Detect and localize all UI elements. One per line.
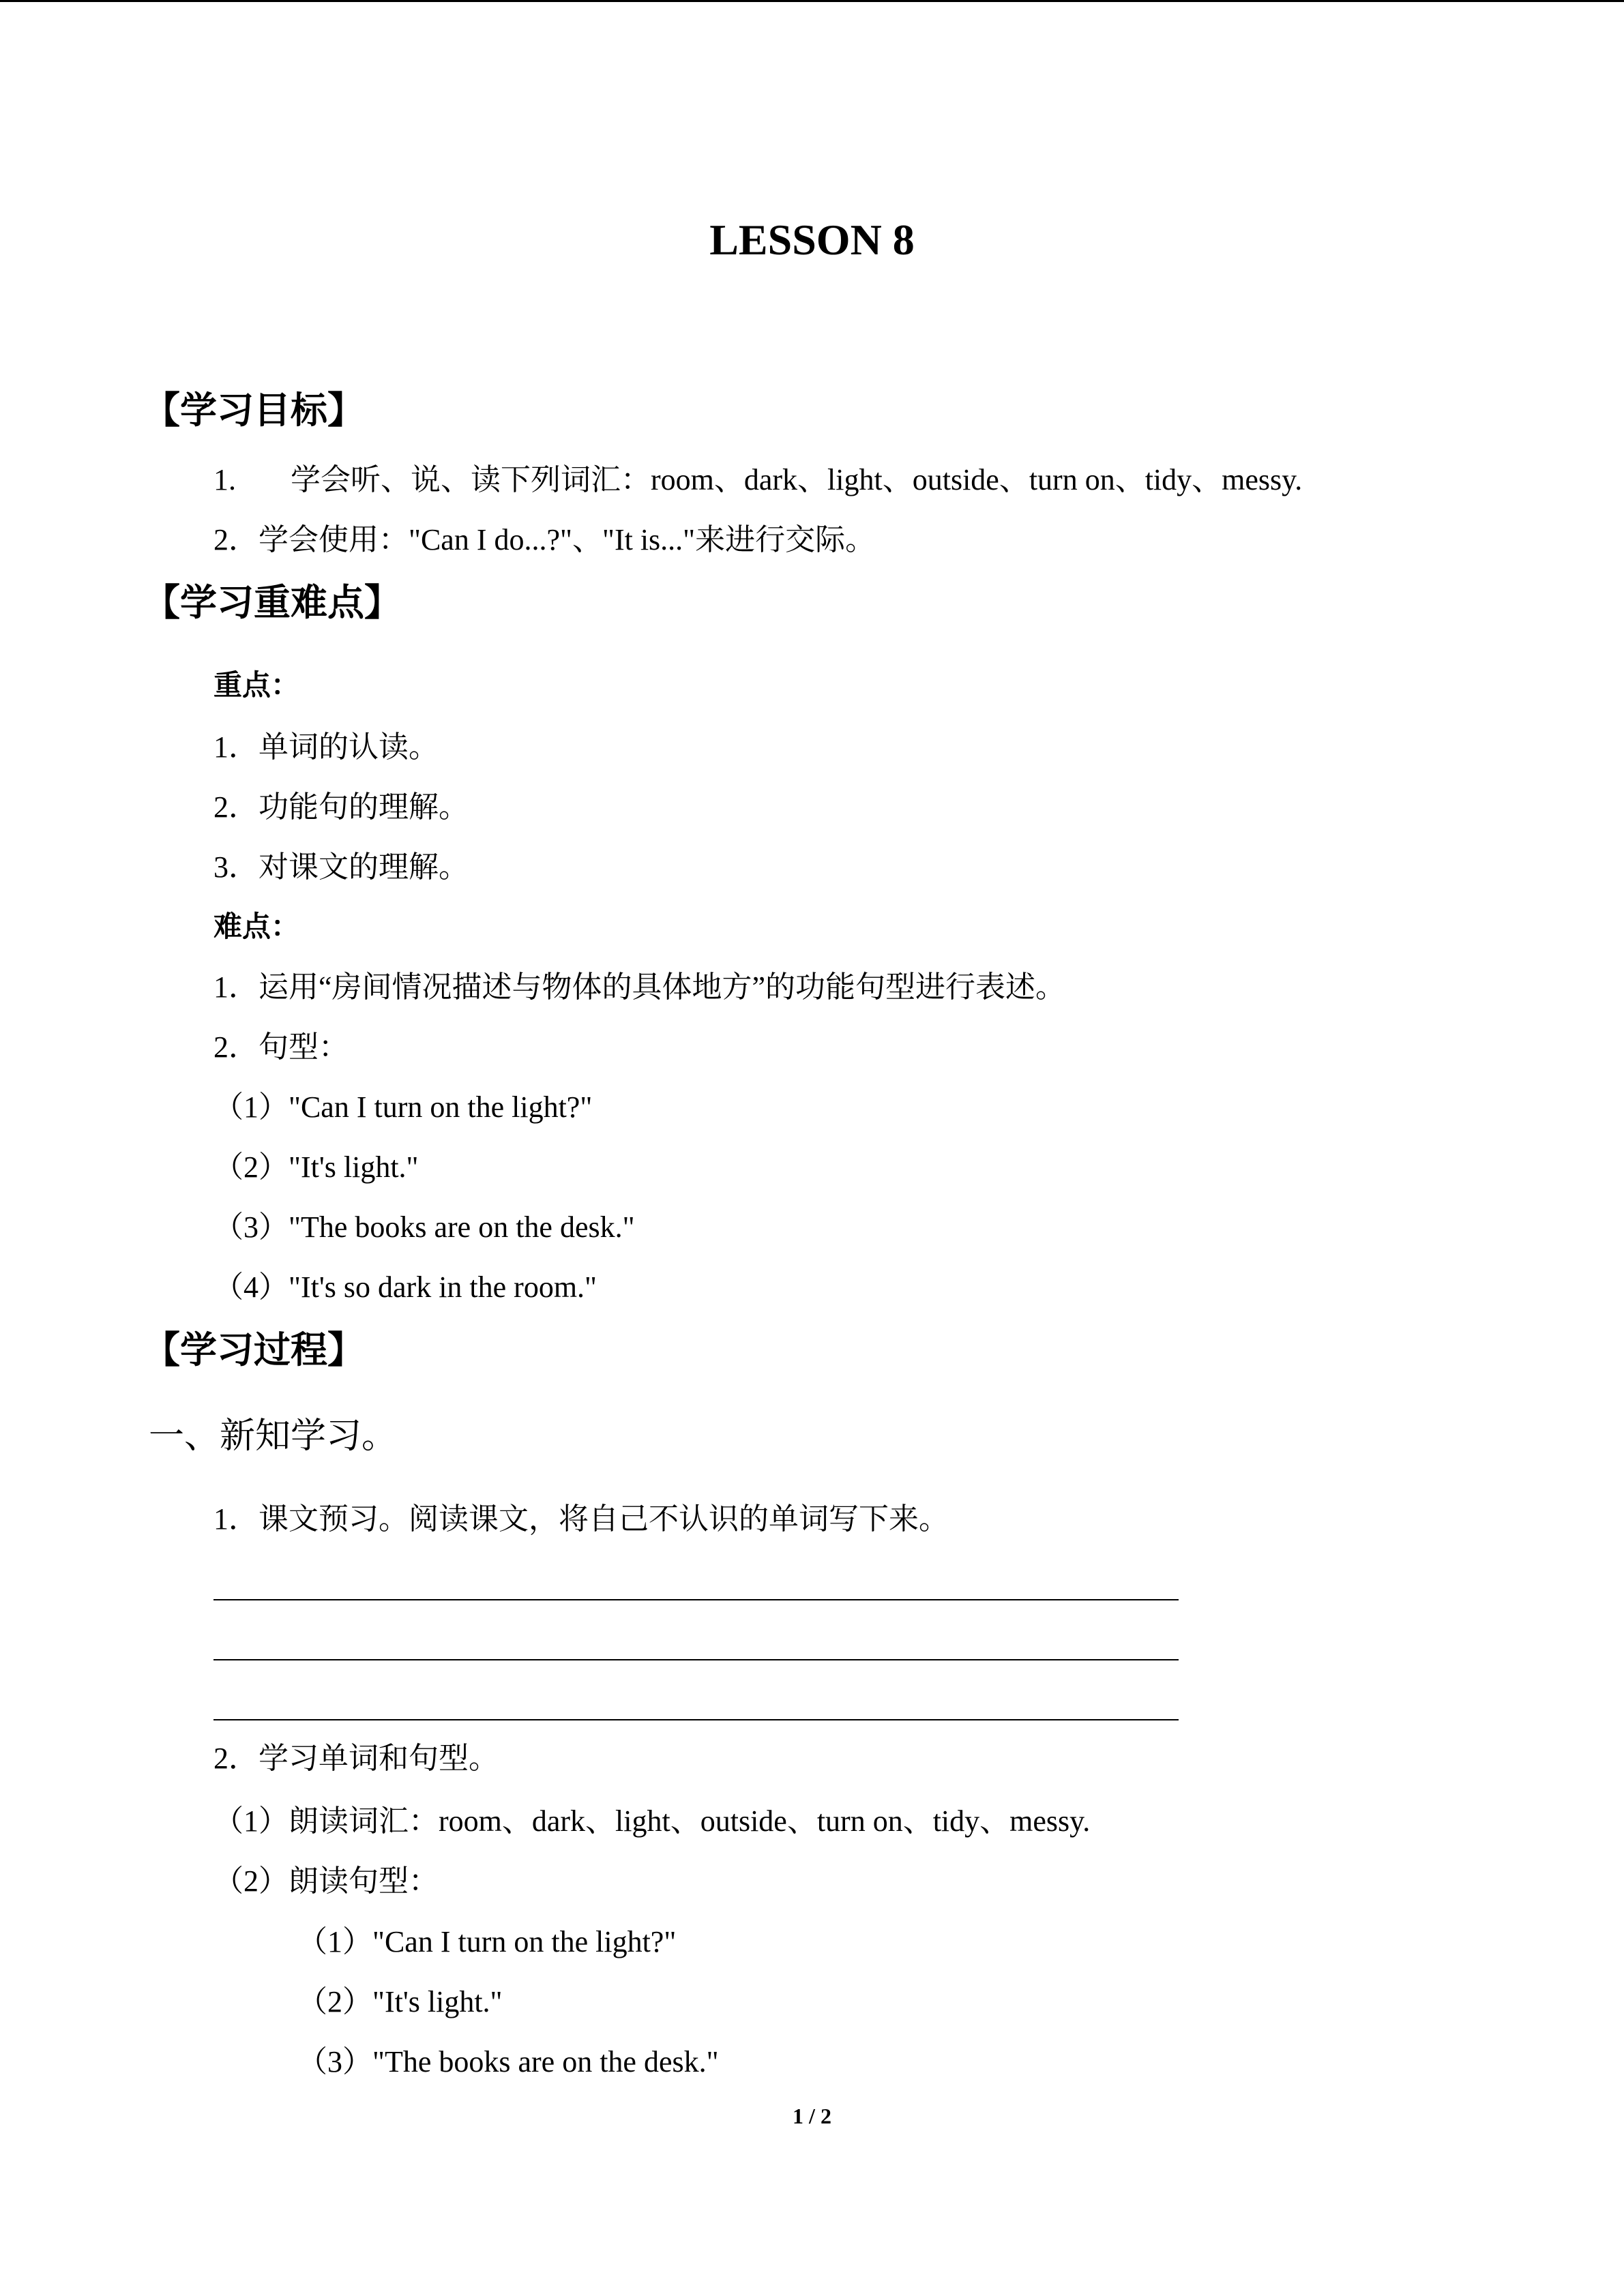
pattern-item-4: （4）"It's so dark in the room." (213, 1270, 597, 1304)
objectives-heading: 【学习目标】 (143, 389, 364, 432)
focus-label: 重点： (213, 668, 300, 702)
page-number: 1 / 2 (793, 2104, 831, 2128)
focus-item-1: 1．单词的认读。 (213, 730, 439, 764)
difficulty-item-1: 1．运用“房间情况描述与物体的具体地方”的功能句型进行表述。 (213, 970, 1066, 1004)
answer-line-3 (213, 1719, 1179, 1720)
pattern-item-1: （1）"Can I turn on the light?" (213, 1090, 593, 1124)
process-sub-1: （1）朗读词汇：room、dark、light、outside、turn on、tidy、messy. (213, 1804, 1091, 1838)
objective-item-1-number: 1. (213, 463, 236, 496)
difficulty-item-2: 2．句型： (213, 1030, 349, 1064)
process-step-2: 2．学习单词和句型。 (213, 1742, 499, 1775)
process-heading: 【学习过程】 (143, 1328, 364, 1371)
sub2-item-2: （2）"It's light." (297, 1985, 503, 2018)
process-step-1: 1．课文预习。阅读课文，将自己不认识的单词写下来。 (213, 1502, 949, 1536)
answer-line-2 (213, 1659, 1179, 1660)
answer-line-1 (213, 1599, 1179, 1600)
lesson-title: LESSON 8 (709, 215, 915, 264)
objective-item-1 (213, 463, 1302, 498)
sub2-item-3: （3）"The books are on the desk." (297, 2045, 719, 2078)
objective-item-1-text: 学会听、说、读下列词汇：room、dark、light、outside、turn on、tidy、messy. (291, 463, 1303, 496)
sub2-item-1: （1）"Can I turn on the light?" (297, 1925, 677, 1958)
objective-item-2: 2．学会使用："Can I do...?"、"It is..."来进行交际。 (213, 523, 876, 556)
process-sub-2: （2）朗读句型： (213, 1864, 439, 1898)
focus-item-2: 2．功能句的理解。 (213, 790, 469, 824)
key-points-heading: 【学习重难点】 (143, 581, 401, 624)
pattern-item-3: （3）"The books are on the desk." (213, 1210, 635, 1244)
difficulty-label: 难点： (213, 910, 300, 943)
pattern-item-2: （2）"It's light." (213, 1150, 419, 1184)
process-part-1: 一、新知学习。 (149, 1417, 398, 1456)
focus-item-3: 3．对课文的理解。 (213, 850, 469, 884)
